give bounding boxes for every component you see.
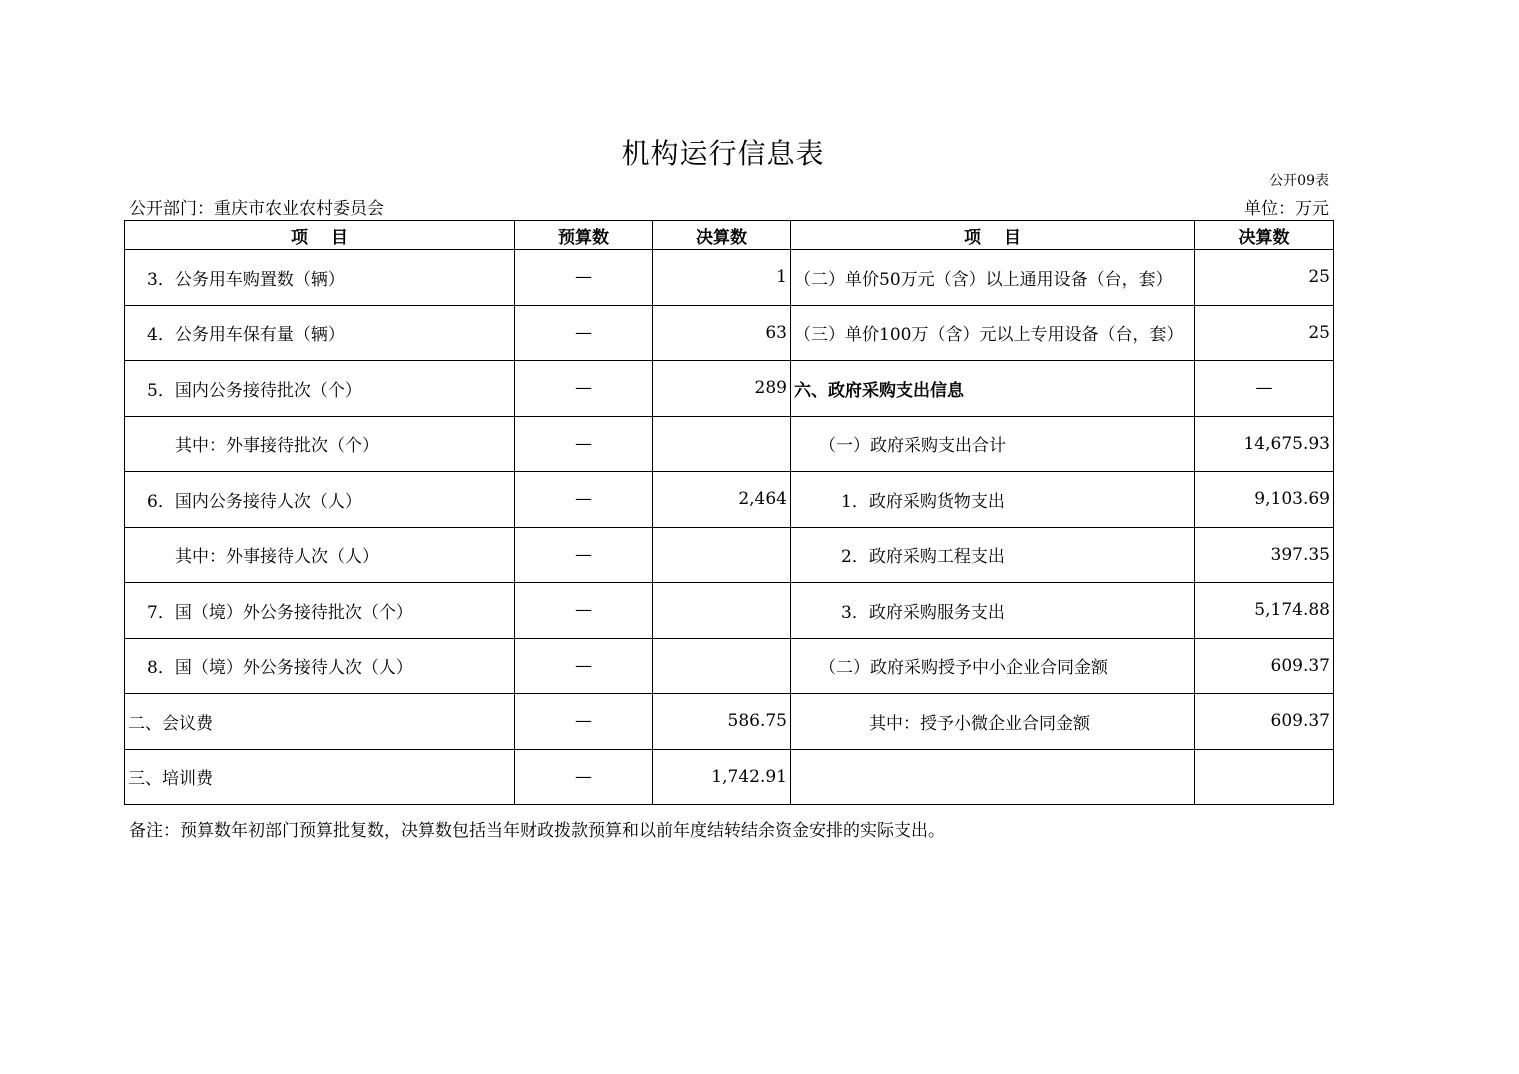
form-number: 公开09表 (1269, 173, 1329, 189)
table-row (125, 305, 1334, 361)
row-right-final: 397.35 (1195, 527, 1334, 583)
info-table (124, 220, 1334, 805)
row-right-final: — (1195, 361, 1334, 417)
row-final (653, 527, 791, 583)
row-right-final: 25 (1195, 250, 1334, 306)
row-right-item: （三）单价100万（含）元以上专用设备（台，套） (791, 305, 1195, 361)
row-budget: — (515, 583, 653, 639)
row-right-final: 609.37 (1195, 694, 1334, 750)
row-budget: — (515, 416, 653, 472)
row-budget: — (515, 638, 653, 694)
table-row (125, 416, 1334, 472)
table-header-row (125, 221, 1334, 250)
row-right-item: 3．政府采购服务支出 (791, 583, 1195, 639)
row-right-item: （二）单价50万元（含）以上通用设备（台，套） (791, 250, 1195, 306)
row-item: 7．国（境）外公务接待批次（个） (125, 583, 515, 639)
row-right-final: 9,103.69 (1195, 472, 1334, 528)
row-item: 其中：外事接待批次（个） (125, 416, 515, 472)
row-final: 289 (653, 361, 791, 417)
row-right-item: 其中：授予小微企业合同金额 (791, 694, 1195, 750)
table-row (125, 527, 1334, 583)
table-row (125, 638, 1334, 694)
footnote: 备注：预算数年初部门预算批复数，决算数包括当年财政拨款预算和以前年度结转结余资金安排的实际支出。 (129, 821, 945, 841)
row-final: 2,464 (653, 472, 791, 528)
row-item: 4．公务用车保有量（辆） (125, 305, 515, 361)
table-row (125, 250, 1334, 306)
row-right-final: 609.37 (1195, 638, 1334, 694)
unit-label: 单位：万元 (1244, 199, 1329, 219)
row-right-item: 2．政府采购工程支出 (791, 527, 1195, 583)
row-right-item: 六、政府采购支出信息 (791, 361, 1195, 417)
row-right-item: （二）政府采购授予中小企业合同金额 (791, 638, 1195, 694)
row-final (653, 638, 791, 694)
row-right-final: 14,675.93 (1195, 416, 1334, 472)
row-item: 3．公务用车购置数（辆） (125, 250, 515, 306)
row-budget: — (515, 361, 653, 417)
header-final-left: 决算数 (653, 221, 791, 250)
row-budget: — (515, 305, 653, 361)
row-item: 其中：外事接待人次（人） (125, 527, 515, 583)
row-right-final: 5,174.88 (1195, 583, 1334, 639)
row-budget: — (515, 472, 653, 528)
row-budget: — (515, 694, 653, 750)
row-final: 586.75 (653, 694, 791, 750)
row-final (653, 583, 791, 639)
row-item: 三、培训费 (125, 749, 515, 805)
row-budget: — (515, 527, 653, 583)
header-item-right: 项 目 (791, 221, 1195, 250)
department-label: 公开部门：重庆市农业农村委员会 (129, 199, 384, 219)
row-right-final (1195, 749, 1334, 805)
header-item-left: 项 目 (125, 221, 515, 250)
row-budget: — (515, 749, 653, 805)
table-row (125, 361, 1334, 417)
table-row (125, 694, 1334, 750)
row-final (653, 416, 791, 472)
row-right-item: （一）政府采购支出合计 (791, 416, 1195, 472)
row-budget: — (515, 250, 653, 306)
row-item: 8．国（境）外公务接待人次（人） (125, 638, 515, 694)
row-item: 6．国内公务接待人次（人） (125, 472, 515, 528)
row-final: 1 (653, 250, 791, 306)
row-final: 1,742.91 (653, 749, 791, 805)
header-budget: 预算数 (515, 221, 653, 250)
header-final-right: 决算数 (1195, 221, 1334, 250)
row-final: 63 (653, 305, 791, 361)
row-right-final: 25 (1195, 305, 1334, 361)
row-item: 二、会议费 (125, 694, 515, 750)
page-title: 机构运行信息表 (621, 137, 825, 170)
table-row (125, 583, 1334, 639)
table-row (125, 749, 1334, 805)
row-right-item: 1．政府采购货物支出 (791, 472, 1195, 528)
table-row (125, 472, 1334, 528)
row-item: 5．国内公务接待批次（个） (125, 361, 515, 417)
row-right-item (791, 749, 1195, 805)
